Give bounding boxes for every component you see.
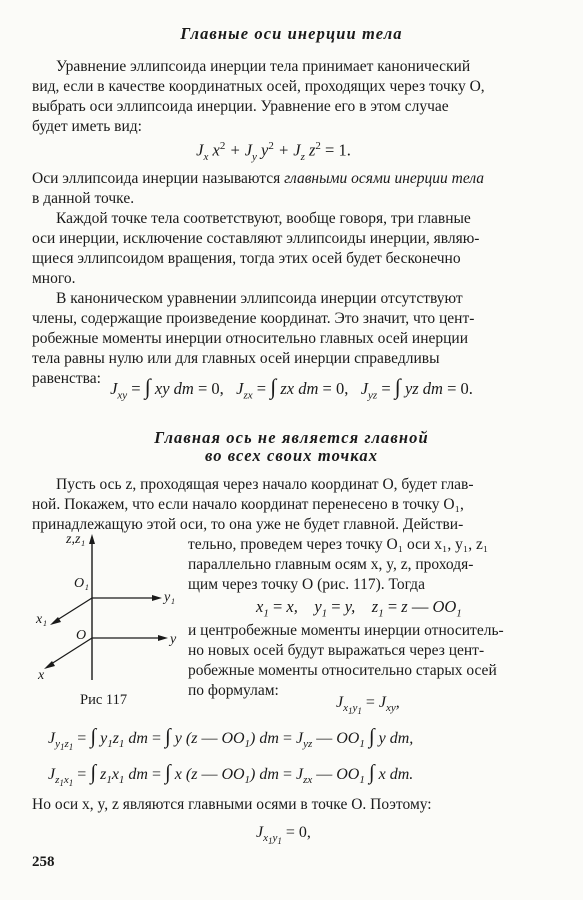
text-line: робежные моменты относительно старых осей [188,662,497,679]
figure-117-axes-diagram [40,530,190,690]
text-line: щиеся эллипсоидом вращения, тогда этих осей будет бесконечно [32,250,461,267]
italic-term: главными осями инерции тела [284,170,485,187]
text-line: будет иметь вид: [32,118,142,135]
equation-centrifugal-moments: $J_{xy}$ = ∫ xy dm = 0, $J_{zx}$ = ∫ zx dm = 0, $J_{yz}$ = ∫ yz dm = 0. [110,374,473,402]
figure-label-o1: O₁ [74,576,89,591]
figure-label-x: x [38,668,45,683]
figure-caption: Рис 117 [80,692,128,708]
text-line: тела равны нулю или для главных осей инерции справедливы [32,350,440,367]
text-line [32,168,484,189]
text-line: Но оси x, y, z являются главными осями в точке O. Поэтому: [32,796,432,813]
section-title-line2: во всех своих точках [204,446,379,465]
equation-jy1z1: $J_{y_1z_1}$ = ∫ $y_1z_1$ dm = ∫ y (z — $OO_1$) dm = $J_{yz}$ — $OO_1$ ∫ y dm, [48,724,414,753]
text-line: много. [32,270,76,287]
z-arrow-icon [89,534,95,544]
text-line: но новых осей будут выражаться через цент- [188,642,485,659]
figure-label-x1: x₁ [36,612,48,627]
text-line: оси инерции, исключение составляют эллипсоиды инерции, являю- [32,230,480,247]
text-line: вид, если в качестве координатных осей, проходящих через точку O, [32,78,485,95]
equation-jx1y1: $J_{x_1y_1} = J_{xy}$, [336,694,400,717]
equation-ellipsoid: $J_x$ $x^2 + J_y$ $y^2 + J_z$ $z^2 = 1$. [196,140,351,163]
section-title-line1: Главная ось не является главной [154,428,429,447]
equation-jz1x1: $J_{z_1x_1}$ = ∫ $z_1x_1$ dm = ∫ x (z — $OO_1$) dm = $J_{zx}$ — $OO_1$ ∫ x dm. [48,760,414,789]
figure-label-y1: y₁ [164,590,176,605]
text-line: принадлежащую этой оси, то она уже не будет главной. Действи- [32,516,464,533]
text-line: параллельно главным осям x, y, z, проходя- [188,556,474,573]
text-line: робежные моменты инерции относительно главных осей инерции [32,330,469,347]
equation-jx1y1-zero: $J_{x_1y_1} = 0$, [256,824,311,847]
text-line: в данной точке. [32,190,135,207]
equation-coordinate-transform: $x_1 = x$, $y_1 = y$, $z_1 = z$ — $OO_1$ [256,597,462,620]
text-line: В каноническом уравнении эллипсоида инерции отсутствуют [56,290,463,307]
text-fragment: Оси эллипсоида инерции называются [32,170,285,187]
figure-label-z: z,z₁ [66,532,86,547]
text-line: члены, содержащие произведение координат. Это значит, что цент- [32,310,475,327]
text-line: тельно, проведем через точку O₁ оси x₁, y₁, z₁ [188,536,489,553]
text-line: щим через точку O (рис. 117). Тогда [188,576,425,593]
text-line: равенства: [32,370,101,387]
y-arrow-icon [158,635,168,641]
figure-label-o: O [76,628,87,643]
y1-arrow-icon [152,595,162,601]
text-line: Каждой точке тела соответствуют, вообще говоря, три главные [56,210,471,227]
page-number: 258 [32,854,55,870]
text-line: выбрать оси эллипсоида инерции. Уравнение его в этом случае [32,98,449,115]
section-title-principal-axes: Главные оси инерции тела [180,24,403,43]
figure-label-y: y [170,632,177,647]
text-line: ной. Покажем, что если начало координат перенесено в точку O₁, [32,496,464,513]
text-line: Пусть ось z, проходящая через начало координат O, будет глав- [56,476,474,493]
text-line: по формулам: [188,682,279,699]
text-line: Уравнение эллипсоида инерции тела принимает канонический [56,58,471,75]
text-line: и центробежные моменты инерции относитель- [188,622,504,639]
x1-axis-line [54,598,92,622]
